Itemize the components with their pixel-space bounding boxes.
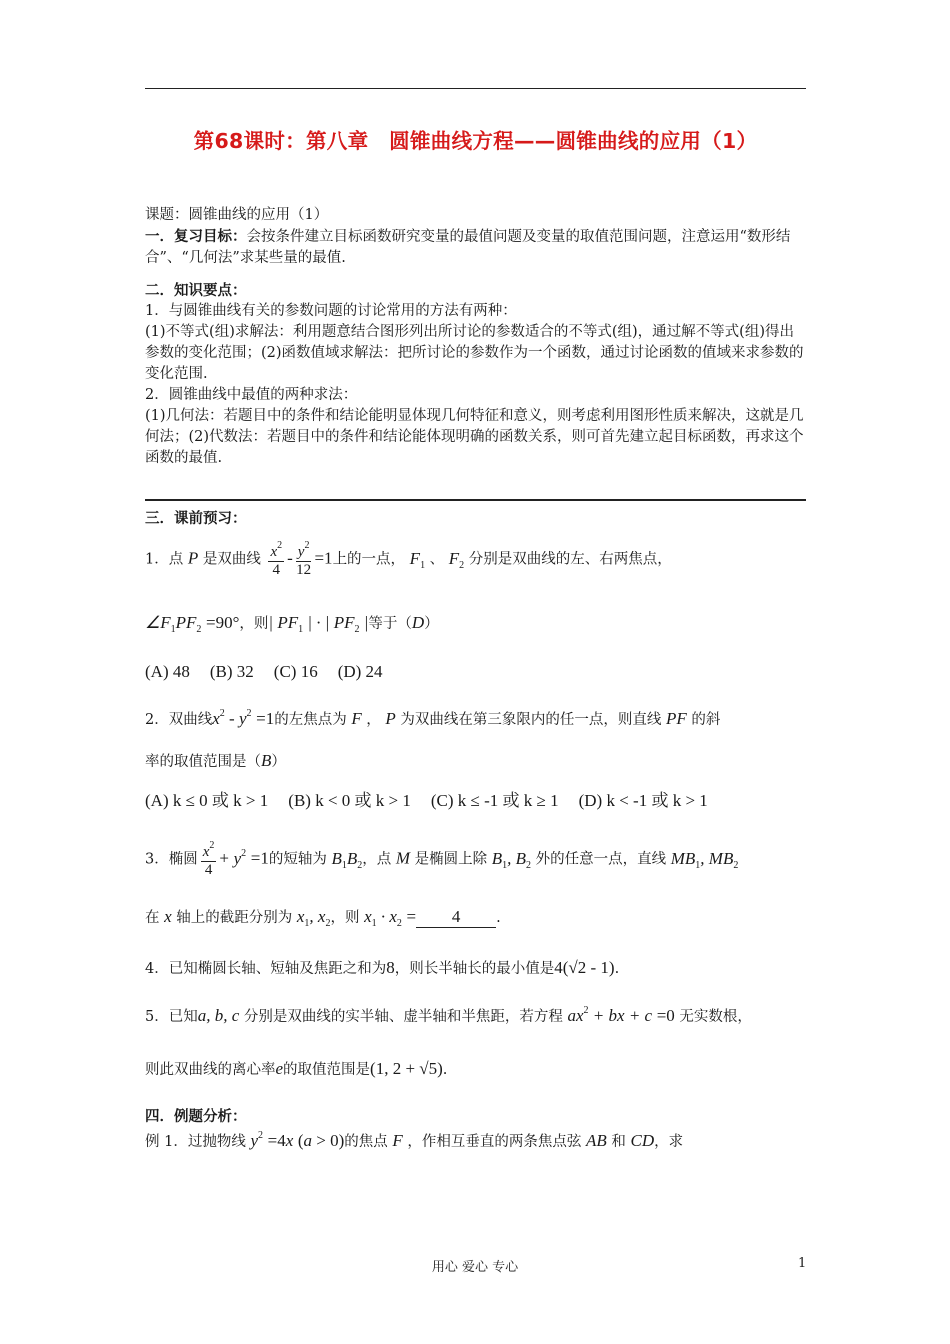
q5-answer: (1, 2 + √5) [370, 1059, 443, 1078]
question-4: 4．已知椭圆长轴、短轴及焦距之和为8，则长半轴长的最小值是4(√2 - 1). [145, 958, 620, 977]
examples-heading: 四．例题分析： [145, 1108, 247, 1125]
question-3-line-2: 在 x 轴上的截距分别为 $x_1$, $x_2$，则 $x_1 \cdot x_2 = 4$ . [145, 907, 501, 929]
question-1-line-2: $\angle F_1PF_2 =90^\circ$，则| $PF_1$ | · | $PF_2$ |等于（D） [145, 613, 439, 635]
knowledge-section [145, 280, 806, 469]
preview-heading: 三．课前预习： [145, 510, 247, 527]
review-text: 会按条件建立目标函数研究变量的最值问题及变量的取值范围问题，注意运用“数形结合”、“几何法”求某些量的最值. [145, 229, 791, 266]
q2-answer: B [261, 751, 272, 770]
question-1-options: (A) 48 (B) 32 (C) 16 (D) 24 [145, 662, 383, 681]
q3-answer: 4 [416, 907, 496, 928]
knowledge-heading: 二．知识要点： [145, 282, 247, 299]
q1-answer: D [411, 613, 425, 632]
knowledge-p1: 1．与圆锥曲线有关的参数问题的讨论常用的方法有两种： [145, 303, 517, 319]
knowledge-p3: 2．圆锥曲线中最值的两种求法： [145, 387, 358, 403]
review-heading: 一．复习目标： [145, 228, 247, 245]
question-2-line-1: 2．双曲线$x^2 - y^2 =1$的左焦点为 F ， P 为双曲线在第三象限内的任一点，则直线 PF 的斜 [145, 708, 721, 728]
knowledge-p2: (1)不等式(组)求解法：利用题意结合图形列出所讨论的参数适合的不等式(组)，通过解不等式(组)得出参数的变化范围；(2)函数值域求解法：把所讨论的参数作为一个函数，通过讨论函数的值域来求参数的变化范围. [145, 324, 804, 382]
question-3-line-1: 3．椭圆 $\frac{x^2}{4}$ + $y^2 =1$的短轴为 $B_1B_2$，点 M 是椭圆上除 $B_1$, $B_2$ 外的任意一点，直线 $MB_1$, $MB_2$ [145, 840, 739, 878]
page-title: 第68课时：第八章 圆锥曲线方程——圆锥曲线的应用（1） [193, 129, 758, 153]
question-2-options: (A) k ≤ 0 或 k > 1 (B) k < 0 或 k > 1 (C) k ≤ -1 或 k ≥ 1 (D) k < -1 或 k > 1 [145, 791, 708, 810]
question-2-line-2: 率的取值范围是（B） [145, 751, 286, 770]
review-section [145, 226, 806, 269]
question-5-line-1: 5．已知a, b, c 分别是双曲线的实半轴、虚半轴和半焦距，若方程 $ax^2$ + bx + c =0 无实数根， [145, 1005, 752, 1025]
example-1: 例 1．过抛物线 $y^2 =4x$ (a > 0)的焦点 F ，作相互垂直的两条焦点弦 AB 和 CD，求 [145, 1130, 684, 1150]
page-number: 1 [798, 1256, 807, 1271]
topic-line: 课题：圆锥曲线的应用（1） [145, 207, 329, 223]
question-5-line-2: 则此双曲线的离心率e的取值范围是(1, 2 + √5). [145, 1059, 448, 1078]
page-footer: 用心 爱心 专心 [431, 1260, 519, 1275]
question-1-line-1: 1．点 P 是双曲线 $\frac{x^2}{4}$ - $\frac{y^2}{12}$ =1上的一点， $F_1$ 、 $F_2$ 分别是双曲线的左、右两焦点， [145, 540, 672, 578]
q4-answer: 4(√2 - 1) [554, 958, 615, 977]
section-rule [145, 499, 806, 501]
knowledge-p4: (1)几何法：若题目中的条件和结论能明显体现几何特征和意义，则考虑利用图形性质来解决，这就是几何法；(2)代数法：若题目中的条件和结论能体现明确的函数关系，则可首先建立起目标函数，再求这个函数的最值. [145, 408, 804, 466]
header-rule [145, 88, 806, 89]
